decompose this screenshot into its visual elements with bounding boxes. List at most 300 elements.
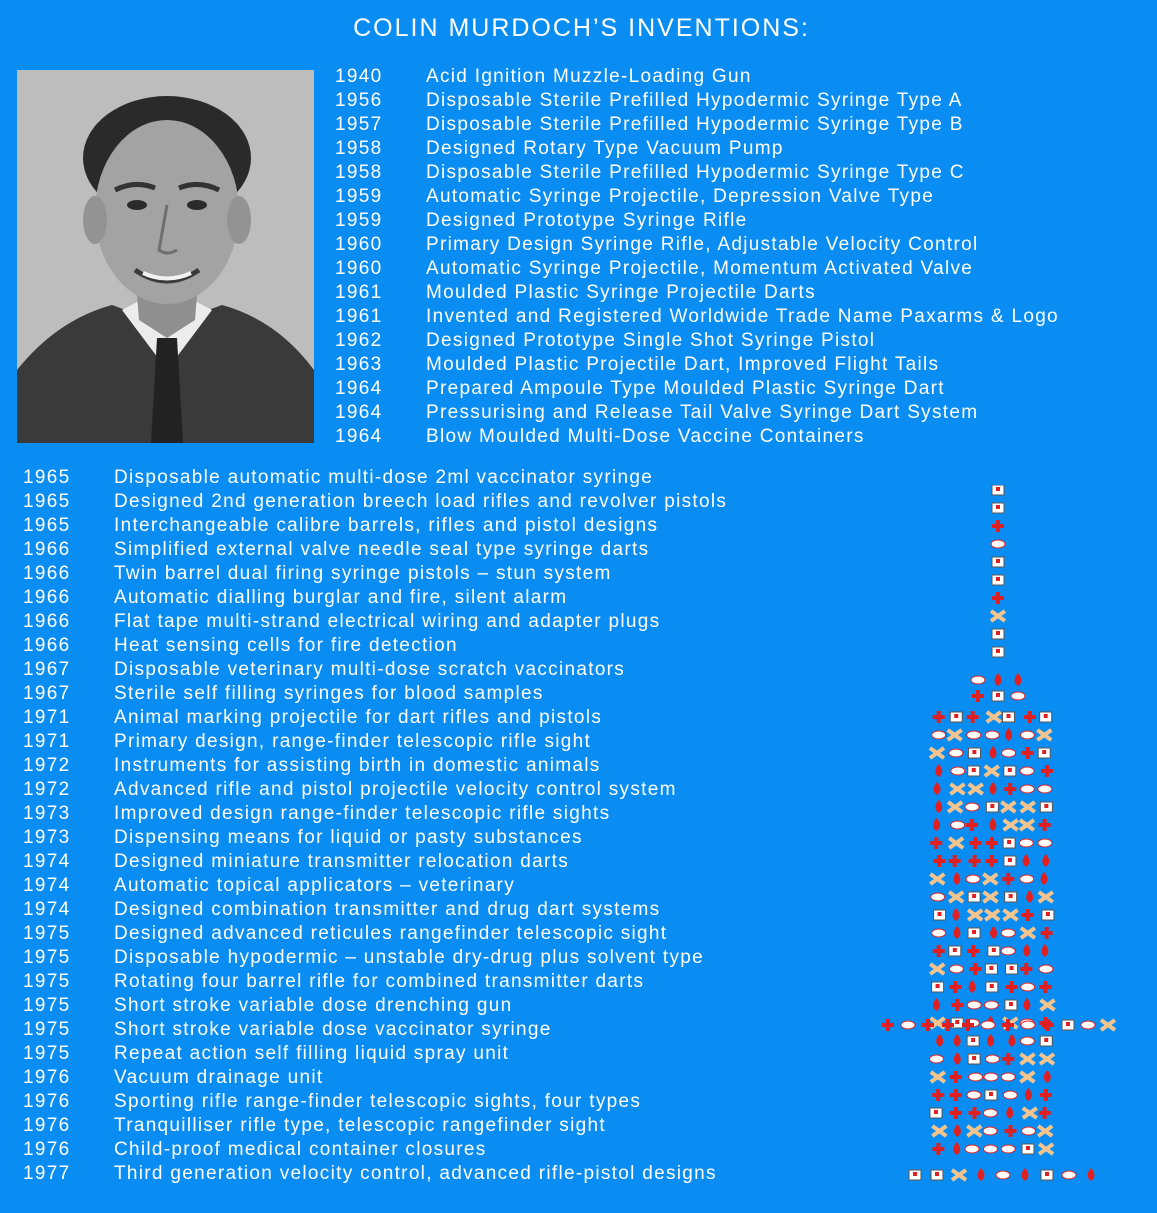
medical-icon <box>971 676 985 684</box>
invention-year: 1976 <box>23 1067 71 1088</box>
medical-icon <box>933 998 940 1011</box>
medical-icon <box>950 1107 962 1119</box>
medical-icon <box>966 875 980 883</box>
medical-icon <box>949 838 963 848</box>
medical-icon <box>967 945 979 957</box>
invention-row <box>335 161 1059 185</box>
medical-icon <box>1042 854 1049 867</box>
invention-description: Disposable Sterile Prefilled Hypodermic Syringe Type C <box>426 162 965 183</box>
medical-icon <box>954 1052 961 1065</box>
medical-icon <box>967 1001 981 1009</box>
medical-icon <box>1024 711 1036 723</box>
medical-icon <box>1044 1070 1051 1083</box>
medical-icon <box>1023 998 1030 1011</box>
medical-icon <box>1023 1108 1037 1118</box>
medical-icon <box>1001 1145 1015 1153</box>
invention-description: Rotating four barrel rifle for combined transmitter darts <box>114 971 645 992</box>
invention-year: 1974 <box>23 899 71 920</box>
medical-icon <box>1004 910 1018 920</box>
invention-description: Flat tape multi-strand electrical wiring and adapter plugs <box>114 611 661 632</box>
invention-row <box>23 922 727 946</box>
invention-row <box>23 586 727 610</box>
invention-row <box>23 1018 727 1042</box>
invention-row <box>335 185 1059 209</box>
medical-icon <box>1040 1089 1052 1101</box>
medical-icon <box>986 837 998 849</box>
invention-year: 1961 <box>335 282 383 303</box>
invention-row <box>335 65 1059 89</box>
medical-icon <box>1041 872 1048 885</box>
invention-year: 1959 <box>335 186 383 207</box>
medical-icon <box>972 690 984 702</box>
medical-icon <box>987 1034 994 1047</box>
medical-icon <box>967 1036 979 1046</box>
invention-row <box>335 113 1059 137</box>
invention-description: Automatic Syringe Projectile, Depression Valve Type <box>426 186 935 207</box>
medical-icon <box>967 1126 981 1136</box>
medical-icon <box>1020 820 1034 830</box>
medical-icon <box>969 980 976 993</box>
syringe-mosaic-svg <box>880 485 1130 1190</box>
invention-year: 1975 <box>23 995 71 1016</box>
page-title-text: COLIN MURDOCH’S INVENTIONS: <box>353 14 810 42</box>
medical-icon <box>1022 1127 1036 1135</box>
invention-year: 1967 <box>23 683 71 704</box>
invention-row <box>23 1090 727 1114</box>
medical-icon <box>981 1021 995 1029</box>
invention-description: Designed miniature transmitter relocation darts <box>114 851 569 872</box>
medical-icon <box>986 855 998 867</box>
invention-year: 1977 <box>23 1163 71 1184</box>
medical-icon <box>931 1072 945 1082</box>
medical-icon <box>985 910 999 920</box>
medical-icon <box>882 1019 894 1031</box>
medical-icon <box>932 982 944 992</box>
medical-icon <box>990 746 997 759</box>
medical-icon <box>990 926 997 939</box>
medical-icon <box>949 965 963 973</box>
medical-icon <box>967 711 979 723</box>
invention-description: Heat sensing cells for fire detection <box>114 635 458 656</box>
medical-icon <box>968 1107 980 1119</box>
medical-icon <box>950 712 962 722</box>
invention-year: 1976 <box>23 1115 71 1136</box>
medical-icon <box>1101 1020 1115 1030</box>
medical-icon <box>983 1127 997 1135</box>
invention-row <box>23 994 727 1018</box>
medical-icon <box>1039 892 1053 902</box>
medical-icon <box>1002 749 1016 757</box>
invention-year: 1976 <box>23 1139 71 1160</box>
medical-icon <box>1004 766 1016 776</box>
medical-icon <box>1020 731 1034 739</box>
medical-icon <box>991 611 1005 621</box>
medical-icon <box>969 1073 983 1081</box>
invention-description: Moulded Plastic Projectile Dart, Improved Flight Tails <box>426 354 940 375</box>
invention-description: Vacuum drainage unit <box>114 1067 324 1088</box>
invention-description: Dispensing means for liquid or pasty substances <box>114 827 583 848</box>
invention-row <box>335 329 1059 353</box>
medical-icon <box>1040 1036 1052 1046</box>
invention-year: 1974 <box>23 875 71 896</box>
medical-icon <box>1001 929 1015 937</box>
medical-icon <box>954 1034 961 1047</box>
medical-icon <box>930 837 942 849</box>
invention-description: Tranquilliser rifle type, telescopic rangefinder sight <box>114 1115 606 1136</box>
medical-icon <box>931 893 945 901</box>
medical-icon <box>995 673 1002 686</box>
medical-icon <box>992 520 1004 532</box>
invention-year: 1961 <box>335 306 383 327</box>
invention-year: 1975 <box>23 947 71 968</box>
invention-description: Instruments for assisting birth in domestic animals <box>114 755 601 776</box>
medical-icon <box>983 892 997 902</box>
invention-row <box>23 802 727 826</box>
invention-description: Pressurising and Release Tail Valve Syringe Dart System <box>426 402 979 423</box>
invention-description: Child-proof medical container closures <box>114 1139 487 1160</box>
invention-description: Short stroke variable dose drenching gun <box>114 995 513 1016</box>
invention-row <box>335 281 1059 305</box>
medical-icon <box>1011 692 1025 700</box>
medical-icon <box>985 1090 997 1100</box>
medical-icon <box>951 767 965 775</box>
medical-icon <box>936 1034 943 1047</box>
invention-row <box>23 514 727 538</box>
invention-description: Third generation velocity control, advanced rifle-pistol designs <box>114 1163 717 1184</box>
medical-icon <box>1042 910 1054 920</box>
medical-icon <box>954 926 961 939</box>
invention-year: 1975 <box>23 1019 71 1040</box>
invention-row <box>23 1066 727 1090</box>
invention-year: 1973 <box>23 803 71 824</box>
invention-description: Disposable Sterile Prefilled Hypodermic Syringe Type A <box>426 90 963 111</box>
medical-icon <box>985 731 999 739</box>
invention-description: Sterile self filling syringes for blood samples <box>114 683 544 704</box>
invention-description: Disposable veterinary multi-dose scratch vaccinators <box>114 659 626 680</box>
medical-icon <box>1004 1125 1016 1137</box>
medical-icon <box>1037 730 1051 740</box>
invention-year: 1965 <box>23 515 71 536</box>
medical-icon <box>1002 1053 1014 1065</box>
invention-row <box>23 826 727 850</box>
medical-icon <box>969 784 983 794</box>
invention-row <box>23 466 727 490</box>
invention-description: Twin barrel dual firing syringe pistols – stun system <box>114 563 612 584</box>
medical-icon <box>1026 890 1033 903</box>
medical-icon <box>950 1089 962 1101</box>
invention-year: 1964 <box>335 378 383 399</box>
medical-icon <box>1021 928 1035 938</box>
invention-description: Designed Prototype Single Shot Syringe Pistol <box>426 330 876 351</box>
medical-icon <box>930 874 944 884</box>
medical-icon <box>951 999 963 1011</box>
medical-icon <box>967 1091 981 1099</box>
invention-year: 1975 <box>23 971 71 992</box>
medical-icon <box>1062 1171 1076 1179</box>
invention-row <box>335 233 1059 257</box>
medical-icon <box>966 819 978 831</box>
medical-icon <box>1001 947 1015 955</box>
medical-icon <box>985 766 999 776</box>
medical-icon <box>948 802 962 812</box>
medical-icon <box>1039 1107 1051 1119</box>
invention-year: 1975 <box>23 923 71 944</box>
invention-row <box>335 89 1059 113</box>
invention-description: Acid Ignition Muzzle-Loading Gun <box>426 66 752 87</box>
medical-icon <box>950 1071 962 1083</box>
medical-icon <box>932 1089 944 1101</box>
medical-icon <box>948 730 962 740</box>
invention-year: 1957 <box>335 114 383 135</box>
medical-icon <box>983 874 997 884</box>
invention-description: Repeat action self filling liquid spray unit <box>114 1043 510 1064</box>
medical-icon <box>951 821 965 829</box>
invention-description: Simplified external valve needle seal type syringe darts <box>114 539 650 560</box>
medical-icon <box>969 837 981 849</box>
medical-icon <box>992 575 1004 585</box>
medical-icon <box>933 855 945 867</box>
medical-icon <box>984 1001 998 1009</box>
medical-icon <box>991 540 1005 548</box>
medical-icon <box>909 1170 921 1180</box>
invention-row <box>23 754 727 778</box>
medical-icon <box>1008 1034 1015 1047</box>
medical-icon <box>954 1124 961 1137</box>
invention-row <box>23 778 727 802</box>
invention-year: 1973 <box>23 827 71 848</box>
medical-icon <box>968 928 980 938</box>
invention-description: Primary Design Syringe Rifle, Adjustable Velocity Control <box>426 234 979 255</box>
invention-year: 1956 <box>335 90 383 111</box>
invention-row <box>335 425 1059 449</box>
medical-icon <box>1022 1168 1029 1181</box>
medical-icon <box>949 981 961 993</box>
medical-icon <box>969 963 981 975</box>
page-title <box>0 14 1157 43</box>
medical-icon <box>965 803 979 811</box>
medical-icon <box>1020 767 1034 775</box>
medical-icon <box>1019 839 1033 847</box>
medical-icon <box>968 1054 980 1064</box>
invention-year: 1966 <box>23 539 71 560</box>
invention-description: Automatic Syringe Projectile, Momentum Activated Valve <box>426 258 974 279</box>
inventions-list-bottom <box>23 466 727 1186</box>
medical-icon <box>1021 1021 1035 1029</box>
medical-icon <box>935 800 942 813</box>
medical-icon <box>992 592 1004 604</box>
medical-icon <box>950 784 964 794</box>
invention-row <box>23 1114 727 1138</box>
invention-row <box>23 850 727 874</box>
medical-icon <box>978 1168 985 1181</box>
invention-year: 1964 <box>335 426 383 447</box>
medical-icon <box>931 1170 943 1180</box>
medical-icon <box>986 802 998 812</box>
medical-icon <box>992 647 1004 657</box>
medical-icon <box>1003 1091 1017 1099</box>
medical-icon <box>933 945 945 957</box>
invention-year: 1958 <box>335 138 383 159</box>
invention-row <box>23 658 727 682</box>
medical-icon <box>985 1055 999 1063</box>
inventions-list-top <box>335 65 1059 449</box>
invention-year: 1960 <box>335 234 383 255</box>
invention-year: 1971 <box>23 731 71 752</box>
medical-icon <box>930 964 944 974</box>
medical-icon <box>933 711 945 723</box>
medical-icon <box>992 503 1004 513</box>
medical-icon <box>1038 1126 1052 1136</box>
invention-row <box>335 353 1059 377</box>
invention-year: 1972 <box>23 779 71 800</box>
invention-row <box>23 1162 727 1186</box>
invention-year: 1966 <box>23 611 71 632</box>
invention-row <box>23 682 727 706</box>
invention-description: Invented and Registered Worldwide Trade Name Paxarms & Logo <box>426 306 1059 327</box>
medical-icon <box>935 764 942 777</box>
medical-icon <box>1020 1072 1034 1082</box>
medical-icon <box>1004 856 1016 866</box>
medical-icon <box>1003 838 1015 848</box>
invention-description: Disposable hypodermic – unstable dry-drug plus solvent type <box>114 947 704 968</box>
invention-description: Sporting rifle range-finder telescopic sights, four types <box>114 1091 642 1112</box>
medical-icon <box>1039 1144 1053 1154</box>
invention-row <box>23 634 727 658</box>
medical-icon <box>930 1108 942 1118</box>
invention-row <box>335 401 1059 425</box>
medical-icon <box>949 892 963 902</box>
invention-year: 1972 <box>23 755 71 776</box>
invention-description: Interchangeable calibre barrels, rifles and pistol designs <box>114 515 659 536</box>
invention-year: 1964 <box>335 402 383 423</box>
medical-icon <box>1041 765 1053 777</box>
invention-row <box>23 730 727 754</box>
medical-icon <box>987 712 1001 722</box>
medical-icon <box>986 982 998 992</box>
medical-icon <box>1025 1088 1032 1101</box>
medical-icon <box>953 872 960 885</box>
invention-description: Automatic topical applicators – veterinary <box>114 875 515 896</box>
invention-year: 1965 <box>23 491 71 512</box>
medical-icon <box>1040 1054 1054 1064</box>
medical-icon <box>933 818 940 831</box>
medical-icon <box>1020 785 1034 793</box>
medical-icon <box>1006 981 1018 993</box>
invention-year: 1966 <box>23 563 71 584</box>
invention-description: Prepared Ampoule Type Moulded Plastic Syringe Dart <box>426 378 945 399</box>
invention-year: 1966 <box>23 635 71 656</box>
medical-icon <box>996 1171 1010 1179</box>
invention-description: Moulded Plastic Syringe Projectile Darts <box>426 282 816 303</box>
invention-row <box>23 946 727 970</box>
invention-description: Disposable automatic multi-dose 2ml vaccinator syringe <box>114 467 654 488</box>
medical-icon <box>1004 820 1018 830</box>
medical-icon <box>901 1021 915 1029</box>
medical-icon <box>1005 728 1012 741</box>
invention-description: Automatic dialling burglar and fire, silent alarm <box>114 587 568 608</box>
medical-icon <box>1001 1073 1015 1081</box>
invention-row <box>23 874 727 898</box>
medical-icon <box>1021 1054 1035 1064</box>
medical-icon <box>1020 875 1034 883</box>
medical-icon <box>992 485 1004 495</box>
invention-row <box>335 377 1059 401</box>
medical-icon <box>1023 944 1030 957</box>
invention-row <box>23 610 727 634</box>
medical-icon <box>1039 965 1053 973</box>
medical-icon <box>1020 963 1032 975</box>
invention-year: 1974 <box>23 851 71 872</box>
invention-year: 1967 <box>23 659 71 680</box>
invention-description: Designed 2nd generation breech load rifles and revolver pistols <box>114 491 728 512</box>
medical-icon <box>934 910 946 920</box>
medical-icon <box>949 749 963 757</box>
invention-row <box>23 1042 727 1066</box>
invention-year: 1959 <box>335 210 383 231</box>
medical-icon <box>929 1055 943 1063</box>
medical-icon <box>1062 1020 1074 1030</box>
invention-year: 1965 <box>23 467 71 488</box>
medical-icon <box>992 691 1004 701</box>
medical-icon <box>1041 1170 1053 1180</box>
medical-icon <box>1038 748 1050 758</box>
invention-description: Advanced rifle and pistol projectile velocity control system <box>114 779 677 800</box>
invention-description: Animal marking projectile for dart rifles and pistols <box>114 707 603 728</box>
medical-icon <box>1040 981 1052 993</box>
medical-icon <box>932 731 946 739</box>
medical-icon <box>934 782 941 795</box>
medical-icon <box>1040 712 1052 722</box>
medical-icon <box>1022 909 1034 921</box>
medical-icon <box>1041 944 1048 957</box>
medical-icon <box>1002 873 1014 885</box>
invention-description: Blow Moulded Multi-Dose Vaccine Containers <box>426 426 865 447</box>
medical-icon <box>1038 785 1052 793</box>
invention-description: Designed combination transmitter and drug dart systems <box>114 899 661 920</box>
medical-icon <box>1006 1106 1013 1119</box>
medical-icon <box>1005 1000 1017 1010</box>
medical-icon <box>992 629 1004 639</box>
medical-icon <box>1021 983 1035 991</box>
medical-icon <box>1088 1168 1095 1181</box>
medical-icon <box>1005 892 1017 902</box>
medical-icon <box>1041 1000 1055 1010</box>
medical-icon <box>932 1126 946 1136</box>
medical-icon <box>968 766 980 776</box>
invention-row <box>23 1138 727 1162</box>
portrait-illustration <box>17 70 314 443</box>
invention-description: Improved design range-finder telescopic rifle sights <box>114 803 611 824</box>
invention-description: Designed advanced reticules rangefinder telescopic sight <box>114 923 668 944</box>
invention-description: Disposable Sterile Prefilled Hypodermic Syringe Type B <box>426 114 964 135</box>
invention-row <box>23 490 727 514</box>
medical-icon <box>965 1145 979 1153</box>
medical-icon <box>989 818 996 831</box>
medical-icon <box>967 731 981 739</box>
invention-year: 1966 <box>23 587 71 608</box>
invention-description: Primary design, range-finder telescopic rifle sight <box>114 731 592 752</box>
medical-icon <box>968 910 982 920</box>
invention-year: 1976 <box>23 1091 71 1112</box>
medical-icon <box>932 1143 944 1155</box>
medical-icon <box>983 1145 997 1153</box>
medical-icon <box>1002 712 1014 722</box>
invention-year: 1962 <box>335 330 383 351</box>
medical-icon <box>1015 673 1022 686</box>
medical-icon <box>1001 802 1015 812</box>
medical-icon <box>988 946 1000 956</box>
medical-icon <box>932 929 946 937</box>
